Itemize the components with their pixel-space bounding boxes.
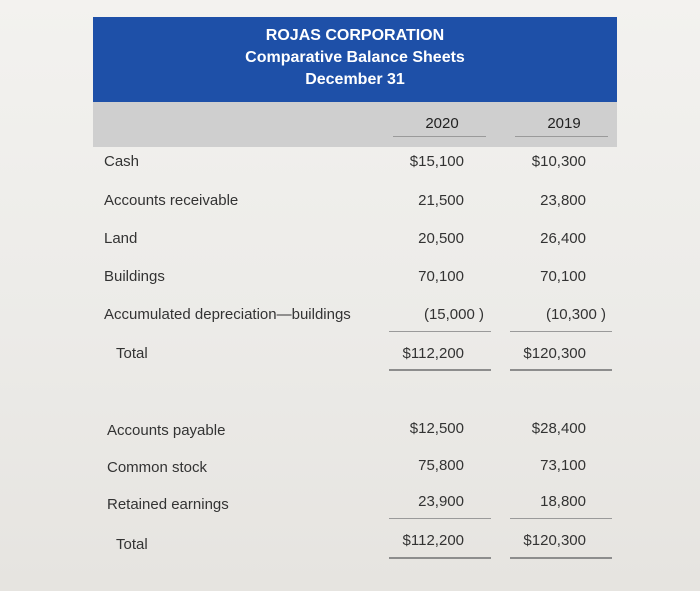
row-label-accounts-payable: Accounts payable xyxy=(107,422,226,439)
column-header-rule-2020 xyxy=(393,136,486,137)
statement-title: Comparative Balance Sheets xyxy=(245,49,465,66)
cell-liabilities-total-2019: $120,300 xyxy=(523,532,586,549)
cell-accumulated-depreciation-2020: (15,000 ) xyxy=(423,306,484,323)
row-label-buildings: Buildings xyxy=(104,268,165,285)
row-label-common-stock: Common stock xyxy=(107,459,208,476)
liabilities-total-double-rule-2020 xyxy=(389,557,491,559)
cell-liabilities-total-2020: $112,200 xyxy=(402,532,464,549)
cell-accounts-receivable-2020: 21,500 xyxy=(418,192,464,209)
cell-retained-earnings-2020: 23,900 xyxy=(418,493,464,510)
cell-assets-total-2020: $112,200 xyxy=(402,345,464,362)
cell-assets-total-2019: $120,300 xyxy=(523,345,586,362)
row-label-accumulated-depreciation: Accumulated depreciation—buildings xyxy=(104,306,351,323)
liabilities-total-double-rule-2019 xyxy=(510,557,612,559)
total-double-rule-2019 xyxy=(510,369,612,371)
cell-common-stock-2020: 75,800 xyxy=(418,457,464,474)
row-label-land: Land xyxy=(104,230,138,247)
liabilities-subtotal-rule-2019 xyxy=(510,518,612,519)
cell-buildings-2019: 70,100 xyxy=(540,268,586,285)
row-label-assets-total: Total xyxy=(116,345,148,362)
column-header-2020: 2020 xyxy=(425,115,459,132)
cell-cash-2019: $10,300 xyxy=(531,153,586,170)
company-name: ROJAS CORPORATION xyxy=(265,27,445,44)
subtotal-rule-2020 xyxy=(389,331,491,332)
cell-accounts-payable-2020: $12,500 xyxy=(409,420,464,437)
row-label-cash: Cash xyxy=(104,153,140,170)
row-label-accounts-receivable: Accounts receivable xyxy=(104,192,239,209)
cell-common-stock-2019: 73,100 xyxy=(540,457,586,474)
cell-accounts-payable-2019: $28,400 xyxy=(531,420,586,437)
liabilities-subtotal-rule-2020 xyxy=(389,518,491,519)
cell-accounts-receivable-2019: 23,800 xyxy=(540,192,586,209)
row-label-liabilities-total: Total xyxy=(116,536,148,553)
cell-retained-earnings-2019: 18,800 xyxy=(540,493,586,510)
cell-buildings-2020: 70,100 xyxy=(418,268,464,285)
column-header-rule-2019 xyxy=(515,136,608,137)
cell-cash-2020: $15,100 xyxy=(409,153,464,170)
cell-land-2019: 26,400 xyxy=(540,230,586,247)
column-header-2019: 2019 xyxy=(547,115,581,132)
total-double-rule-2020 xyxy=(389,369,491,371)
statement-date: December 31 xyxy=(305,71,405,88)
cell-accumulated-depreciation-2019: (10,300 ) xyxy=(545,306,606,323)
cell-land-2020: 20,500 xyxy=(418,230,464,247)
statement-header xyxy=(93,17,617,102)
row-label-retained-earnings: Retained earnings xyxy=(107,496,229,513)
subtotal-rule-2019 xyxy=(510,331,612,332)
